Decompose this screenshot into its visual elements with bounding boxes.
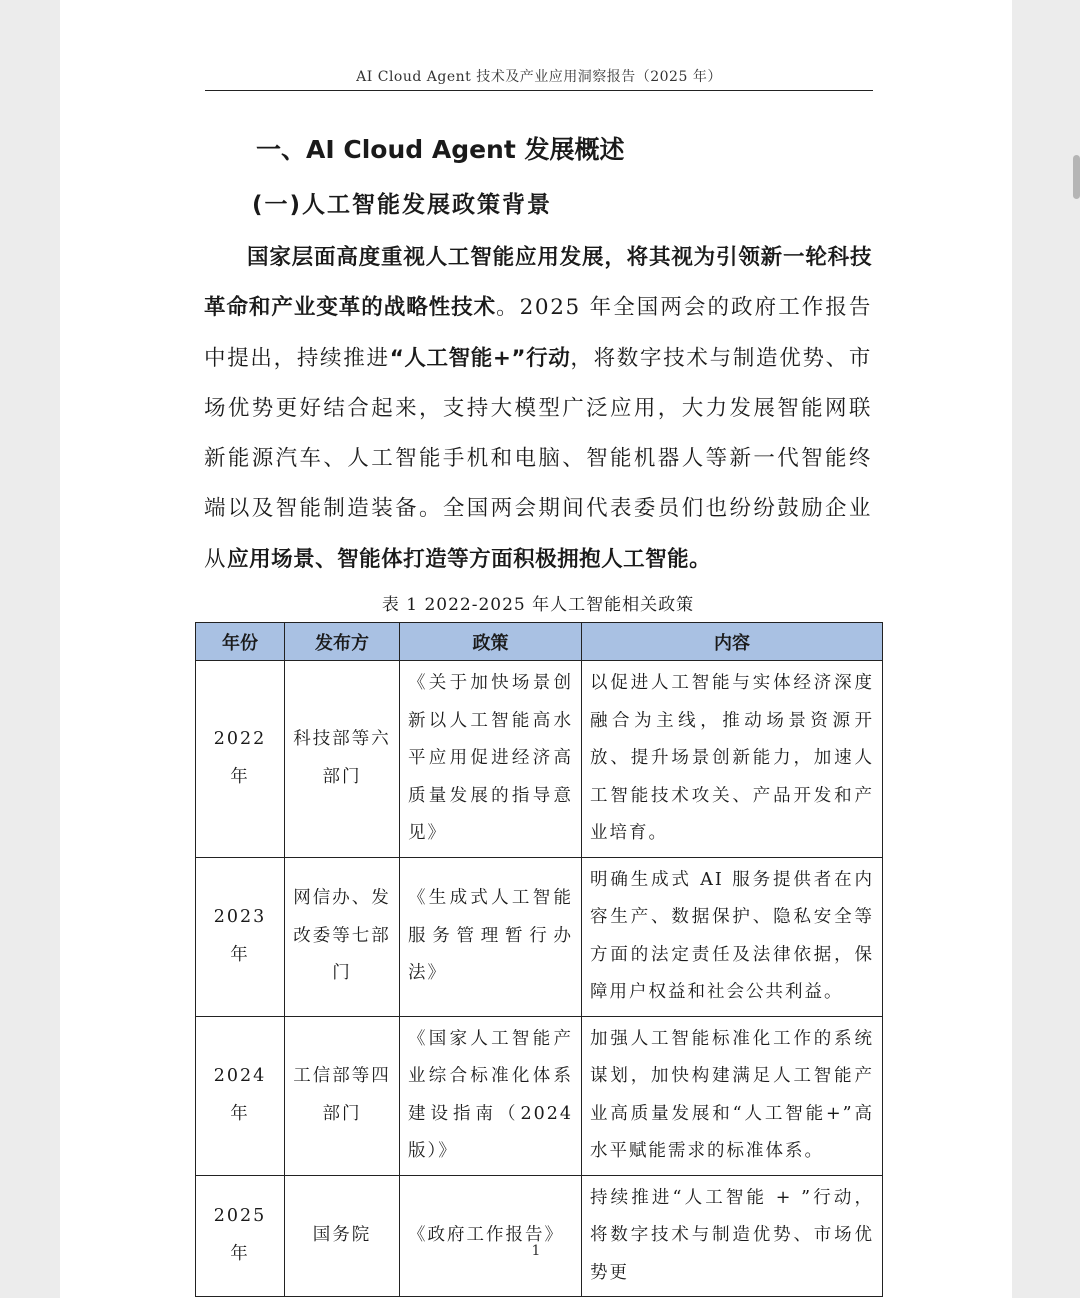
cell-year: 2022 年 bbox=[196, 661, 285, 858]
policy-table bbox=[195, 622, 883, 1297]
cell-year: 2025 年 bbox=[196, 1175, 285, 1297]
cell-issuer: 工信部等四部门 bbox=[285, 1016, 400, 1175]
body-text: ，将数字技术与制造优势、市场优势更好结合起来，支持大模型广泛应用，大力发展智能网联新能源汽车、人工智能手机和电脑、智能机器人等新一代智能终端以及智能制造装备。全国两会期间代表委员们也纷纷鼓励企业从 bbox=[204, 345, 872, 572]
emphasis-text: “人工智能+”行动 bbox=[389, 345, 571, 371]
table-row bbox=[196, 661, 883, 858]
emphasis-text: 应用场景、智能体打造等方面积极拥抱人工智能 bbox=[227, 546, 690, 572]
table-caption: 表 1 2022-2025 年人工智能相关政策 bbox=[381, 595, 695, 615]
subsection-heading: (一)人工智能发展政策背景 bbox=[252, 192, 553, 218]
table-row bbox=[196, 1175, 883, 1297]
cell-policy: 《关于加快场景创新以人工智能高水平应用促进经济高质量发展的指导意见》 bbox=[400, 661, 582, 858]
cell-content: 加强人工智能标准化工作的系统谋划，加快构建满足人工智能产业高质量发展和“人工智能+”高水平赋能需求的标准体系。 bbox=[582, 1016, 883, 1175]
cell-issuer: 科技部等六部门 bbox=[285, 661, 400, 858]
table-row bbox=[196, 857, 883, 1016]
page-number: 1 bbox=[531, 1243, 541, 1259]
column-header-content: 内容 bbox=[582, 623, 883, 661]
running-header: AI Cloud Agent 技术及产业应用洞察报告（2025 年） bbox=[356, 69, 722, 85]
cell-issuer: 网信办、发改委等七部门 bbox=[285, 857, 400, 1016]
cell-policy: 《生成式人工智能服务管理暂行办法》 bbox=[400, 857, 582, 1016]
column-header-issuer: 发布方 bbox=[285, 623, 400, 661]
section-heading: 一、AI Cloud Agent 发展概述 bbox=[256, 135, 625, 164]
table-header-row bbox=[196, 623, 883, 661]
header-rule bbox=[205, 90, 873, 91]
column-header-year: 年份 bbox=[196, 623, 285, 661]
cell-content: 以促进人工智能与实体经济深度融合为主线，推动场景资源开放、提升场景创新能力，加速人工智能技术攻关、产品开发和产业培育。 bbox=[582, 661, 883, 858]
scrollbar-thumb[interactable] bbox=[1073, 155, 1080, 199]
body-text: 。2025 年全国两会的政府工作报告中提出，持续推进 bbox=[204, 295, 872, 371]
cell-year: 2023 年 bbox=[196, 857, 285, 1016]
table-row bbox=[196, 1016, 883, 1175]
column-header-policy: 政策 bbox=[400, 623, 582, 661]
body-paragraph bbox=[204, 233, 872, 585]
cell-year: 2024 年 bbox=[196, 1016, 285, 1175]
cell-policy: 《政府工作报告》 bbox=[400, 1175, 582, 1297]
body-text: 。 bbox=[689, 546, 712, 572]
emphasis-text: 国家层面高度重视人工智能应用发展，将其视为引领新一轮科技革命和产业变革的战略性技术 bbox=[204, 245, 872, 321]
cell-policy: 《国家人工智能产业综合标准化体系建设指南（2024 版）》 bbox=[400, 1016, 582, 1175]
cell-issuer: 国务院 bbox=[285, 1175, 400, 1297]
document-page bbox=[60, 0, 1012, 1298]
cell-content: 明确生成式 AI 服务提供者在内容生产、数据保护、隐私安全等方面的法定责任及法律依据，保障用户权益和社会公共利益。 bbox=[582, 857, 883, 1016]
cell-content: 持续推进“人工智能 + ”行动，将数字技术与制造优势、市场优势更 bbox=[582, 1175, 883, 1297]
